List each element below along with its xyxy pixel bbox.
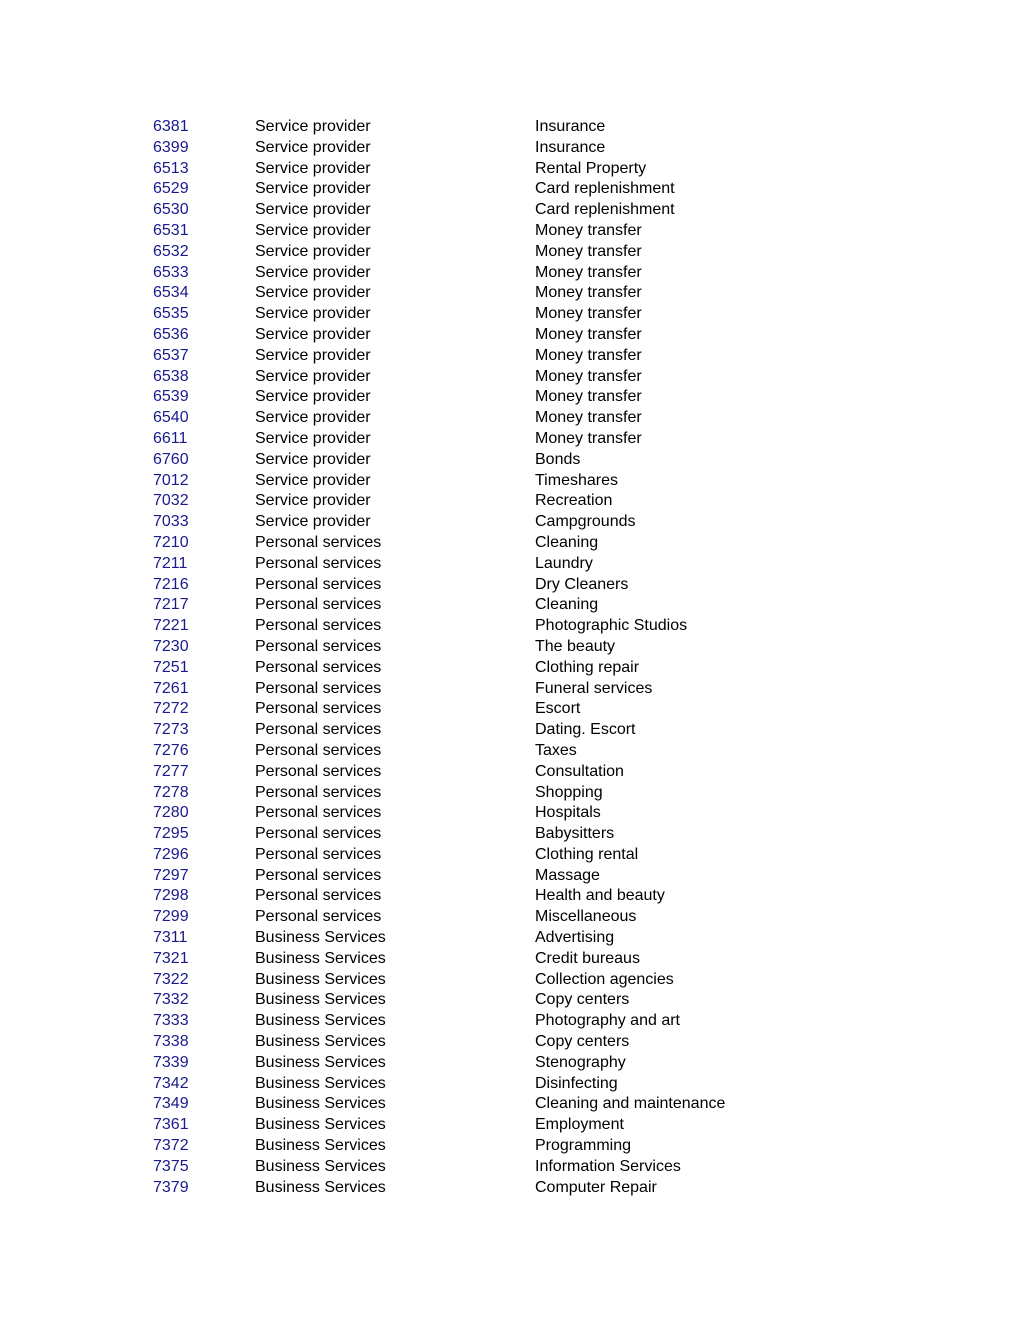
description-cell: Campgrounds [535, 513, 636, 531]
mcc-code-cell: 6534 [153, 284, 189, 302]
description-cell: Computer Repair [535, 1178, 657, 1196]
category-cell: Service provider [255, 201, 371, 219]
mcc-code-cell: 7342 [153, 1074, 189, 1092]
description-cell: The beauty [535, 637, 616, 655]
category-cell: Personal services [255, 845, 382, 863]
description-cell: Money transfer [535, 284, 642, 302]
description-cell: Copy centers [535, 991, 630, 1009]
description-cell: Rental Property [535, 159, 647, 177]
table-row [153, 1136, 793, 1157]
mcc-code-cell: 7261 [153, 679, 189, 697]
mcc-code-cell: 6760 [153, 450, 189, 468]
mcc-code-cell: 6540 [153, 409, 189, 427]
category-cell: Business Services [255, 1033, 386, 1051]
mcc-code-cell: 7216 [153, 575, 189, 593]
description-cell: Cleaning [535, 533, 599, 551]
mcc-code-table [153, 117, 793, 1198]
mcc-code-cell: 7333 [153, 1012, 189, 1030]
table-row [153, 741, 793, 762]
description-cell: Money transfer [535, 409, 642, 427]
mcc-code-cell: 7276 [153, 741, 189, 759]
category-cell: Personal services [255, 554, 382, 572]
mcc-code-cell: 6532 [153, 242, 189, 260]
category-cell: Business Services [255, 1053, 386, 1071]
description-cell: Disinfecting [535, 1074, 618, 1092]
category-cell: Service provider [255, 138, 371, 156]
description-cell: Photographic Studios [535, 617, 688, 635]
mcc-code-cell: 6529 [153, 180, 189, 198]
table-row [153, 450, 793, 471]
mcc-code-cell: 6537 [153, 346, 189, 364]
table-row [153, 1011, 793, 1032]
table-row [153, 1053, 793, 1074]
table-row [153, 970, 793, 991]
category-cell: Service provider [255, 409, 371, 427]
mcc-code-cell: 7012 [153, 471, 189, 489]
mcc-code-cell: 7211 [153, 554, 188, 572]
table-row [153, 408, 793, 429]
category-cell: Personal services [255, 804, 382, 822]
category-cell: Personal services [255, 887, 382, 905]
description-cell: Card replenishment [535, 180, 675, 198]
category-cell: Service provider [255, 492, 371, 510]
table-row [153, 1115, 793, 1136]
table-row [153, 304, 793, 325]
mcc-code-cell: 7338 [153, 1033, 189, 1051]
description-cell: Money transfer [535, 242, 642, 260]
mcc-code-cell: 6381 [153, 118, 189, 135]
mcc-code-cell: 7372 [153, 1137, 189, 1155]
category-cell: Service provider [255, 180, 371, 198]
category-cell: Service provider [255, 367, 371, 385]
mcc-code-cell: 6538 [153, 367, 189, 385]
table-row [153, 699, 793, 720]
table-row [153, 803, 793, 824]
category-cell: Service provider [255, 346, 371, 364]
description-cell: Hospitals [535, 804, 601, 822]
mcc-code-cell: 6399 [153, 138, 189, 156]
table-row [153, 783, 793, 804]
description-cell: Babysitters [535, 825, 615, 843]
table-row [153, 907, 793, 928]
mcc-code-cell: 7217 [153, 596, 189, 614]
category-cell: Personal services [255, 637, 382, 655]
table-row [153, 928, 793, 949]
description-cell: Escort [535, 700, 581, 718]
table-row [153, 242, 793, 263]
description-cell: Shopping [535, 783, 603, 801]
description-cell: Timeshares [535, 471, 618, 489]
table-row [153, 471, 793, 492]
table-row [153, 1094, 793, 1115]
mcc-code-cell: 7361 [153, 1116, 189, 1134]
category-cell: Service provider [255, 450, 371, 468]
category-cell: Business Services [255, 991, 386, 1009]
table-row [153, 429, 793, 450]
table-row [153, 346, 793, 367]
description-cell: Copy centers [535, 1033, 630, 1051]
table-row [153, 200, 793, 221]
table-row [153, 595, 793, 616]
mcc-code-cell: 7273 [153, 721, 189, 739]
table-row [153, 990, 793, 1011]
table-row [153, 138, 793, 159]
description-cell: Money transfer [535, 305, 642, 323]
category-cell: Business Services [255, 1116, 386, 1134]
description-cell: Money transfer [535, 325, 642, 343]
mcc-code-cell: 6536 [153, 325, 189, 343]
description-cell: Cleaning and maintenance [535, 1095, 726, 1113]
category-cell: Business Services [255, 949, 386, 967]
category-cell: Personal services [255, 700, 382, 718]
table-row [153, 491, 793, 512]
category-cell: Service provider [255, 263, 371, 281]
mcc-code-cell: 7251 [153, 658, 189, 676]
mcc-code-cell: 7278 [153, 783, 189, 801]
mcc-code-cell: 7210 [153, 533, 189, 551]
description-cell: Money transfer [535, 388, 642, 406]
mcc-code-cell: 7322 [153, 970, 189, 988]
table-row [153, 762, 793, 783]
category-cell: Personal services [255, 762, 382, 780]
mcc-code-cell: 7033 [153, 513, 189, 531]
description-cell: Information Services [535, 1157, 681, 1175]
category-cell: Personal services [255, 908, 382, 926]
description-cell: Massage [535, 866, 600, 884]
category-cell: Service provider [255, 325, 371, 343]
description-cell: Clothing rental [535, 845, 639, 863]
table-row [153, 637, 793, 658]
table-row [153, 367, 793, 388]
mcc-code-cell: 7230 [153, 637, 189, 655]
description-cell: Money transfer [535, 429, 642, 447]
description-cell: Employment [535, 1116, 624, 1134]
category-cell: Business Services [255, 1074, 386, 1092]
mcc-code-cell: 7298 [153, 887, 189, 905]
table-row [153, 616, 793, 637]
category-cell: Business Services [255, 1012, 386, 1030]
description-cell: Money transfer [535, 263, 642, 281]
mcc-code-cell: 7277 [153, 762, 189, 780]
category-cell: Service provider [255, 471, 371, 489]
table-row [153, 1074, 793, 1095]
description-cell: Insurance [535, 118, 606, 135]
table-row [153, 325, 793, 346]
description-cell: Laundry [535, 554, 593, 572]
mcc-code-cell: 7296 [153, 845, 189, 863]
category-cell: Business Services [255, 1137, 386, 1155]
category-cell: Service provider [255, 305, 371, 323]
category-cell: Personal services [255, 721, 382, 739]
description-cell: Card replenishment [535, 201, 675, 219]
description-cell: Money transfer [535, 367, 642, 385]
description-cell: Health and beauty [535, 887, 665, 905]
description-cell: Collection agencies [535, 970, 674, 988]
category-cell: Business Services [255, 970, 386, 988]
table-row [153, 1032, 793, 1053]
description-cell: Clothing repair [535, 658, 640, 676]
mcc-code-cell: 7297 [153, 866, 189, 884]
description-cell: Dating. Escort [535, 721, 636, 739]
category-cell: Service provider [255, 242, 371, 260]
description-cell: Dry Cleaners [535, 575, 629, 593]
category-cell: Business Services [255, 929, 386, 947]
mcc-code-cell: 6513 [153, 159, 189, 177]
category-cell: Service provider [255, 221, 371, 239]
category-cell: Personal services [255, 866, 382, 884]
category-cell: Personal services [255, 658, 382, 676]
category-cell: Service provider [255, 388, 371, 406]
description-cell: Taxes [535, 741, 577, 759]
mcc-code-cell: 6611 [153, 429, 188, 447]
mcc-code-cell: 7272 [153, 700, 189, 718]
category-cell: Service provider [255, 159, 371, 177]
table-row [153, 949, 793, 970]
table-row [153, 512, 793, 533]
mcc-code-cell: 6533 [153, 263, 189, 281]
description-cell: Stenography [535, 1053, 626, 1071]
mcc-code-cell: 7379 [153, 1178, 189, 1196]
mcc-code-cell: 7299 [153, 908, 189, 926]
table-row [153, 387, 793, 408]
table-row [153, 824, 793, 845]
description-cell: Miscellaneous [535, 908, 637, 926]
table-row [153, 179, 793, 200]
category-cell: Service provider [255, 118, 371, 135]
category-cell: Business Services [255, 1095, 386, 1113]
description-cell: Money transfer [535, 346, 642, 364]
category-cell: Business Services [255, 1178, 386, 1196]
mcc-code-cell: 6530 [153, 201, 189, 219]
table-row [153, 283, 793, 304]
mcc-code-cell: 7375 [153, 1157, 189, 1175]
table-row [153, 159, 793, 180]
category-cell: Personal services [255, 825, 382, 843]
table-row [153, 1178, 793, 1199]
mcc-code-cell: 6531 [153, 221, 189, 239]
category-cell: Personal services [255, 617, 382, 635]
description-cell: Programming [535, 1137, 632, 1155]
description-cell: Recreation [535, 492, 613, 510]
description-cell: Funeral services [535, 679, 653, 697]
description-cell: Bonds [535, 450, 581, 468]
mcc-code-cell: 7339 [153, 1053, 189, 1071]
mcc-code-cell: 6535 [153, 305, 189, 323]
table-row [153, 117, 793, 138]
description-cell: Credit bureaus [535, 949, 640, 967]
description-cell: Insurance [535, 138, 606, 156]
table-row [153, 554, 793, 575]
category-cell: Personal services [255, 679, 382, 697]
table-row [153, 886, 793, 907]
table-row [153, 720, 793, 741]
mcc-code-cell: 7280 [153, 804, 189, 822]
mcc-code-cell: 6539 [153, 388, 189, 406]
category-cell: Personal services [255, 596, 382, 614]
table-row [153, 263, 793, 284]
mcc-code-cell: 7221 [153, 617, 189, 635]
table-row [153, 845, 793, 866]
description-cell: Money transfer [535, 221, 642, 239]
description-cell: Advertising [535, 929, 615, 947]
category-cell: Service provider [255, 429, 371, 447]
mcc-code-cell: 7311 [153, 929, 188, 947]
mcc-code-cell: 7321 [153, 949, 189, 967]
category-cell: Personal services [255, 741, 382, 759]
mcc-code-cell: 7032 [153, 492, 189, 510]
category-cell: Service provider [255, 284, 371, 302]
table-row [153, 658, 793, 679]
category-cell: Personal services [255, 783, 382, 801]
description-cell: Consultation [535, 762, 624, 780]
description-cell: Cleaning [535, 596, 599, 614]
table-row [153, 1157, 793, 1178]
mcc-code-cell: 7295 [153, 825, 189, 843]
category-cell: Service provider [255, 513, 371, 531]
table-row [153, 221, 793, 242]
table-row [153, 575, 793, 596]
mcc-code-cell: 7332 [153, 991, 189, 1009]
mcc-code-cell: 7349 [153, 1095, 189, 1113]
category-cell: Personal services [255, 575, 382, 593]
table-row [153, 679, 793, 700]
category-cell: Personal services [255, 533, 382, 551]
table-row [153, 533, 793, 554]
description-cell: Photography and art [535, 1012, 680, 1030]
category-cell: Business Services [255, 1157, 386, 1175]
table-row [153, 866, 793, 887]
